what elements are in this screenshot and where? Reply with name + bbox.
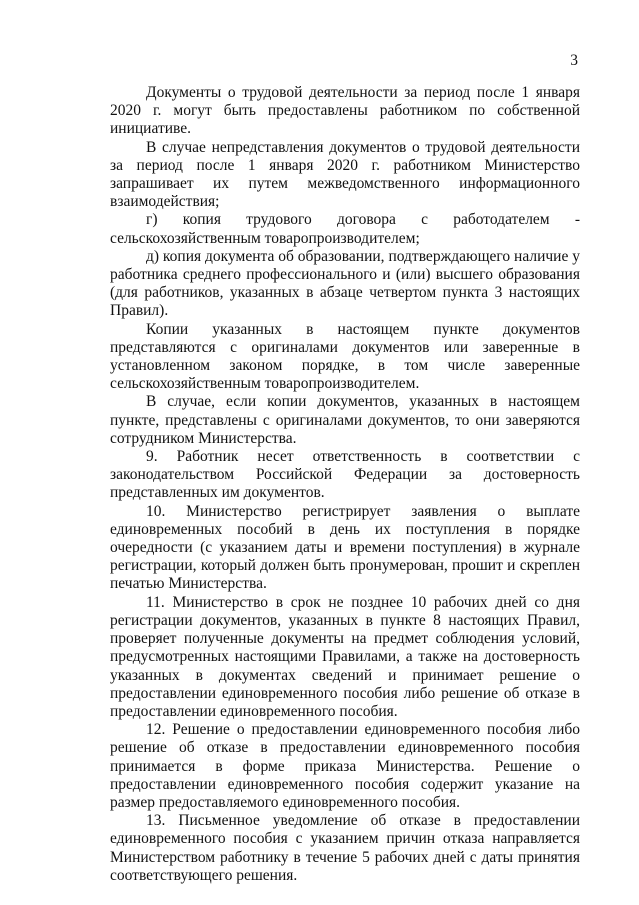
paragraph-copies-with-originals: В случае, если копии документов, указанных в настоящем пункте, представлены с оригиналами документов, то они заверяются сотрудником Министерства.	[110, 393, 580, 447]
paragraph-clause-10: 10. Министерство регистрирует заявления о выплате единовременных пособий в день их поступления в порядке очередности (с указанием даты и времени поступления) в журнале регистрации, который должен быть пронумерован, прошит и скреплен печатью Министерства.	[110, 502, 580, 593]
page-number: 3	[570, 52, 578, 69]
paragraph-clause-13: 13. Письменное уведомление об отказе в предоставлении единовременного пособия с указанием причин отказа направляется Министерством работнику в течение 5 рабочих дней с даты принятия соответствующего решения.	[110, 812, 580, 884]
document-body	[110, 84, 580, 885]
paragraph-item-g-contract: г) копия трудового договора с работодателем - сельскохозяйственным товаропроизводителем;	[110, 211, 580, 247]
paragraph-clause-11: 11. Министерство в срок не позднее 10 рабочих дней со дня регистрации документов, указанных в пункте 8 настоящих Правил, проверяет полученные документы на предмет соблюдения условий, предусмотренных настоящими Правилами, а также на достоверность указанных в документах сведений и принимает решение о предоставлении единовременного пособия либо решение об отказе в предоставлении единовременного пособия.	[110, 593, 580, 720]
paragraph-clause-12: 12. Решение о предоставлении единовременного пособия либо решение об отказе в предоставлении единовременного пособия принимается в форме приказа Министерства. Решение о предоставлении единовременного пособия содержит указание на размер предоставляемого единовременного пособия.	[110, 721, 580, 811]
paragraph-item-d-education: д) копия документа об образовании, подтверждающего наличие у работника среднего профессионального и (или) высшего образования (для работников, указанных в абзаце четвертом пункта 3 настоящих Правил).	[110, 247, 580, 320]
paragraph-copies-certification: Копии указанных в настоящем пункте документов представляются с оригиналами документов или заверенные в установленном законом порядке, в том числе заверенные сельскохозяйственным товаропроизводителем.	[110, 320, 580, 393]
paragraph-work-documents-initiative: Документы о трудовой деятельности за период после 1 января 2020 г. могут быть предоставлены работником по собственной инициативе.	[110, 84, 580, 138]
paragraph-interagency-request: В случае непредставления документов о трудовой деятельности за период после 1 января 2020 г. работником Министерство запрашивает их путем межведомственного информационного взаимодействия;	[110, 138, 580, 211]
paragraph-clause-9: 9. Работник несет ответственность в соответствии с законодательством Российской Федерации за достоверность представленных им документов.	[110, 448, 580, 502]
